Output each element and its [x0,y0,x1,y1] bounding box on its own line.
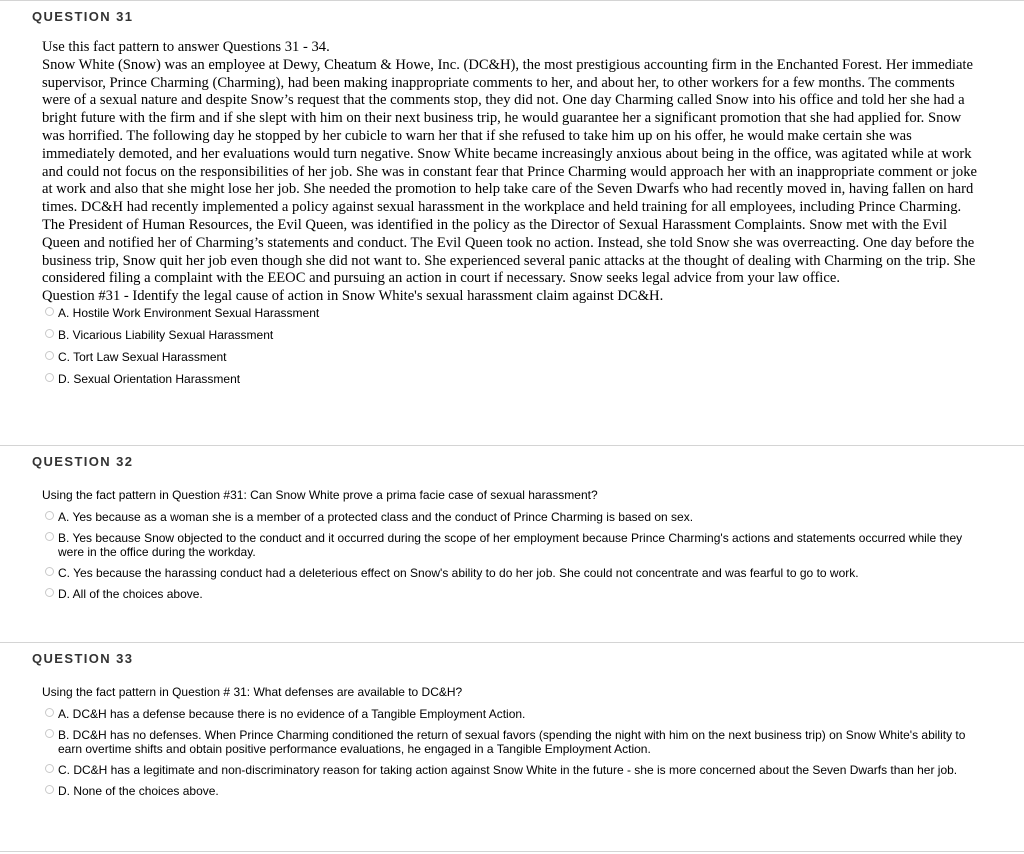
question-33 [0,642,1024,852]
question-header: QUESTION 31 [32,9,134,24]
question-header: QUESTION 33 [32,651,134,666]
radio-button[interactable] [45,329,54,338]
radio-button[interactable] [45,567,54,576]
radio-button[interactable] [45,307,54,316]
choice-text: A. Hostile Work Environment Sexual Harassment [58,305,320,320]
radio-button[interactable] [45,764,54,773]
choice-c[interactable] [42,566,982,580]
radio-button[interactable] [45,511,54,520]
choice-c[interactable] [42,350,982,364]
radio-button[interactable] [45,729,54,738]
fact-intro: Use this fact pattern to answer Questions 31 - 34. [42,39,330,55]
choice-a[interactable] [42,707,982,721]
choice-d[interactable] [42,784,982,798]
choice-b[interactable] [42,531,982,559]
question-header: QUESTION 32 [32,454,134,469]
choice-d[interactable] [42,372,982,386]
choice-a[interactable] [42,306,982,320]
choice-text: D. All of the choices above. [58,587,203,601]
choice-text: C. DC&H has a legitimate and non-discriminatory reason for taking action against Snow White in the future - she is more concerned about the Seven Dwarfs than her job. [58,763,958,777]
answer-choices [42,306,982,386]
question-prompt: Question #31 - Identify the legal cause of action in Snow White's sexual harassment claim against DC&H. [42,288,664,305]
choice-text: B. Yes because Snow objected to the conduct and it occurred during the scope of her employment because Prince Charming's actions and statements occurred while they were in the office during the workday. [58,531,963,559]
radio-button[interactable] [45,785,54,794]
answer-choices [42,510,982,601]
choice-text: A. DC&H has a defense because there is no evidence of a Tangible Employment Action. [58,707,526,721]
radio-button[interactable] [45,532,54,541]
radio-button[interactable] [45,708,54,717]
choice-text: D. Sexual Orientation Harassment [58,371,241,386]
radio-button[interactable] [45,373,54,382]
radio-button[interactable] [45,588,54,597]
question-body [42,39,982,386]
fact-pattern: Snow White (Snow) was an employee at Dewy, Cheatum & Howe, Inc. (DC&H), the most prestigious accounting firm in the Enchanted Forest. Her immediate supervisor, Prince Charming (Charming), had been making inappropriate comments to her, and about her, to other workers for a few months. The comments were of a sexual nature and despite Snow’s request that the comments stop, they did not. One day Charming called Snow into his office and told her she had a bright future with the firm and if she slept with him on their next business trip, he would guarantee her a significant promotion that she had applied for. Snow was horrified. The following day he stopped by her cubicle to warn her that if she refused to take him up on his offer, he would make certain she was immediately demoted, and her evaluations would turn negative. Snow White became increasingly anxious about being in the office, was agitated while at work and could not focus on the responsibilities of her job. She was in constant fear that Prince Charming would approach her with an inappropriate comment or joke at work and also that she might lose her job. She needed the promotion to help take care of the Seven Dwarfs who had recently moved in, having fallen on hard times. DC&H had recently implemented a policy against sexual harassment in the workplace and held training for all employees, including Prince Charming. The President of Human Resources, the Evil Queen, was identified in the policy as the Director of Sexual Harassment Complaints. Snow met with the Evil Queen and notified her of Charming’s statements and conduct. The Evil Queen took no action. Instead, she told Snow she was overreacting. One day before the business trip, Snow quit her job even though she did not want to. She experienced several panic attacks at the thought of dealing with Charming on the trip. She considered filing a complaint with the EEOC and pursuing an action in court if necessary. Snow seeks legal advice from your law office. [42,56,977,287]
choice-text: B. DC&H has no defenses. When Prince Charming conditioned the return of sexual favors (spending the night with him on the next business trip) on Snow White's ability to earn overtime shifts and obtain positive performance evaluations, he engaged in a Tangible Employment Action. [58,728,966,756]
answer-choices [42,707,982,798]
choice-b[interactable] [42,328,982,342]
choice-a[interactable] [42,510,982,524]
choice-b[interactable] [42,728,982,756]
choice-text: D. None of the choices above. [58,784,219,798]
question-prompt: Using the fact pattern in Question # 31: What defenses are available to DC&H? [42,685,463,699]
question-body [42,685,982,798]
question-32 [0,445,1024,643]
radio-button[interactable] [45,351,54,360]
question-body [42,488,982,601]
choice-text: A. Yes because as a woman she is a member of a protected class and the conduct of Prince Charming is based on sex. [58,510,694,524]
divider [0,851,1024,852]
choice-c[interactable] [42,763,982,777]
choice-text: C. Tort Law Sexual Harassment [58,349,227,364]
choice-text: B. Vicarious Liability Sexual Harassment [58,327,274,342]
choice-text: C. Yes because the harassing conduct had a deleterious effect on Snow's ability to do her job. She could not concentrate and was fearful to go to work. [58,566,859,580]
question-prompt: Using the fact pattern in Question #31: Can Snow White prove a prima facie case of sexual harassment? [42,488,598,502]
choice-d[interactable] [42,587,982,601]
